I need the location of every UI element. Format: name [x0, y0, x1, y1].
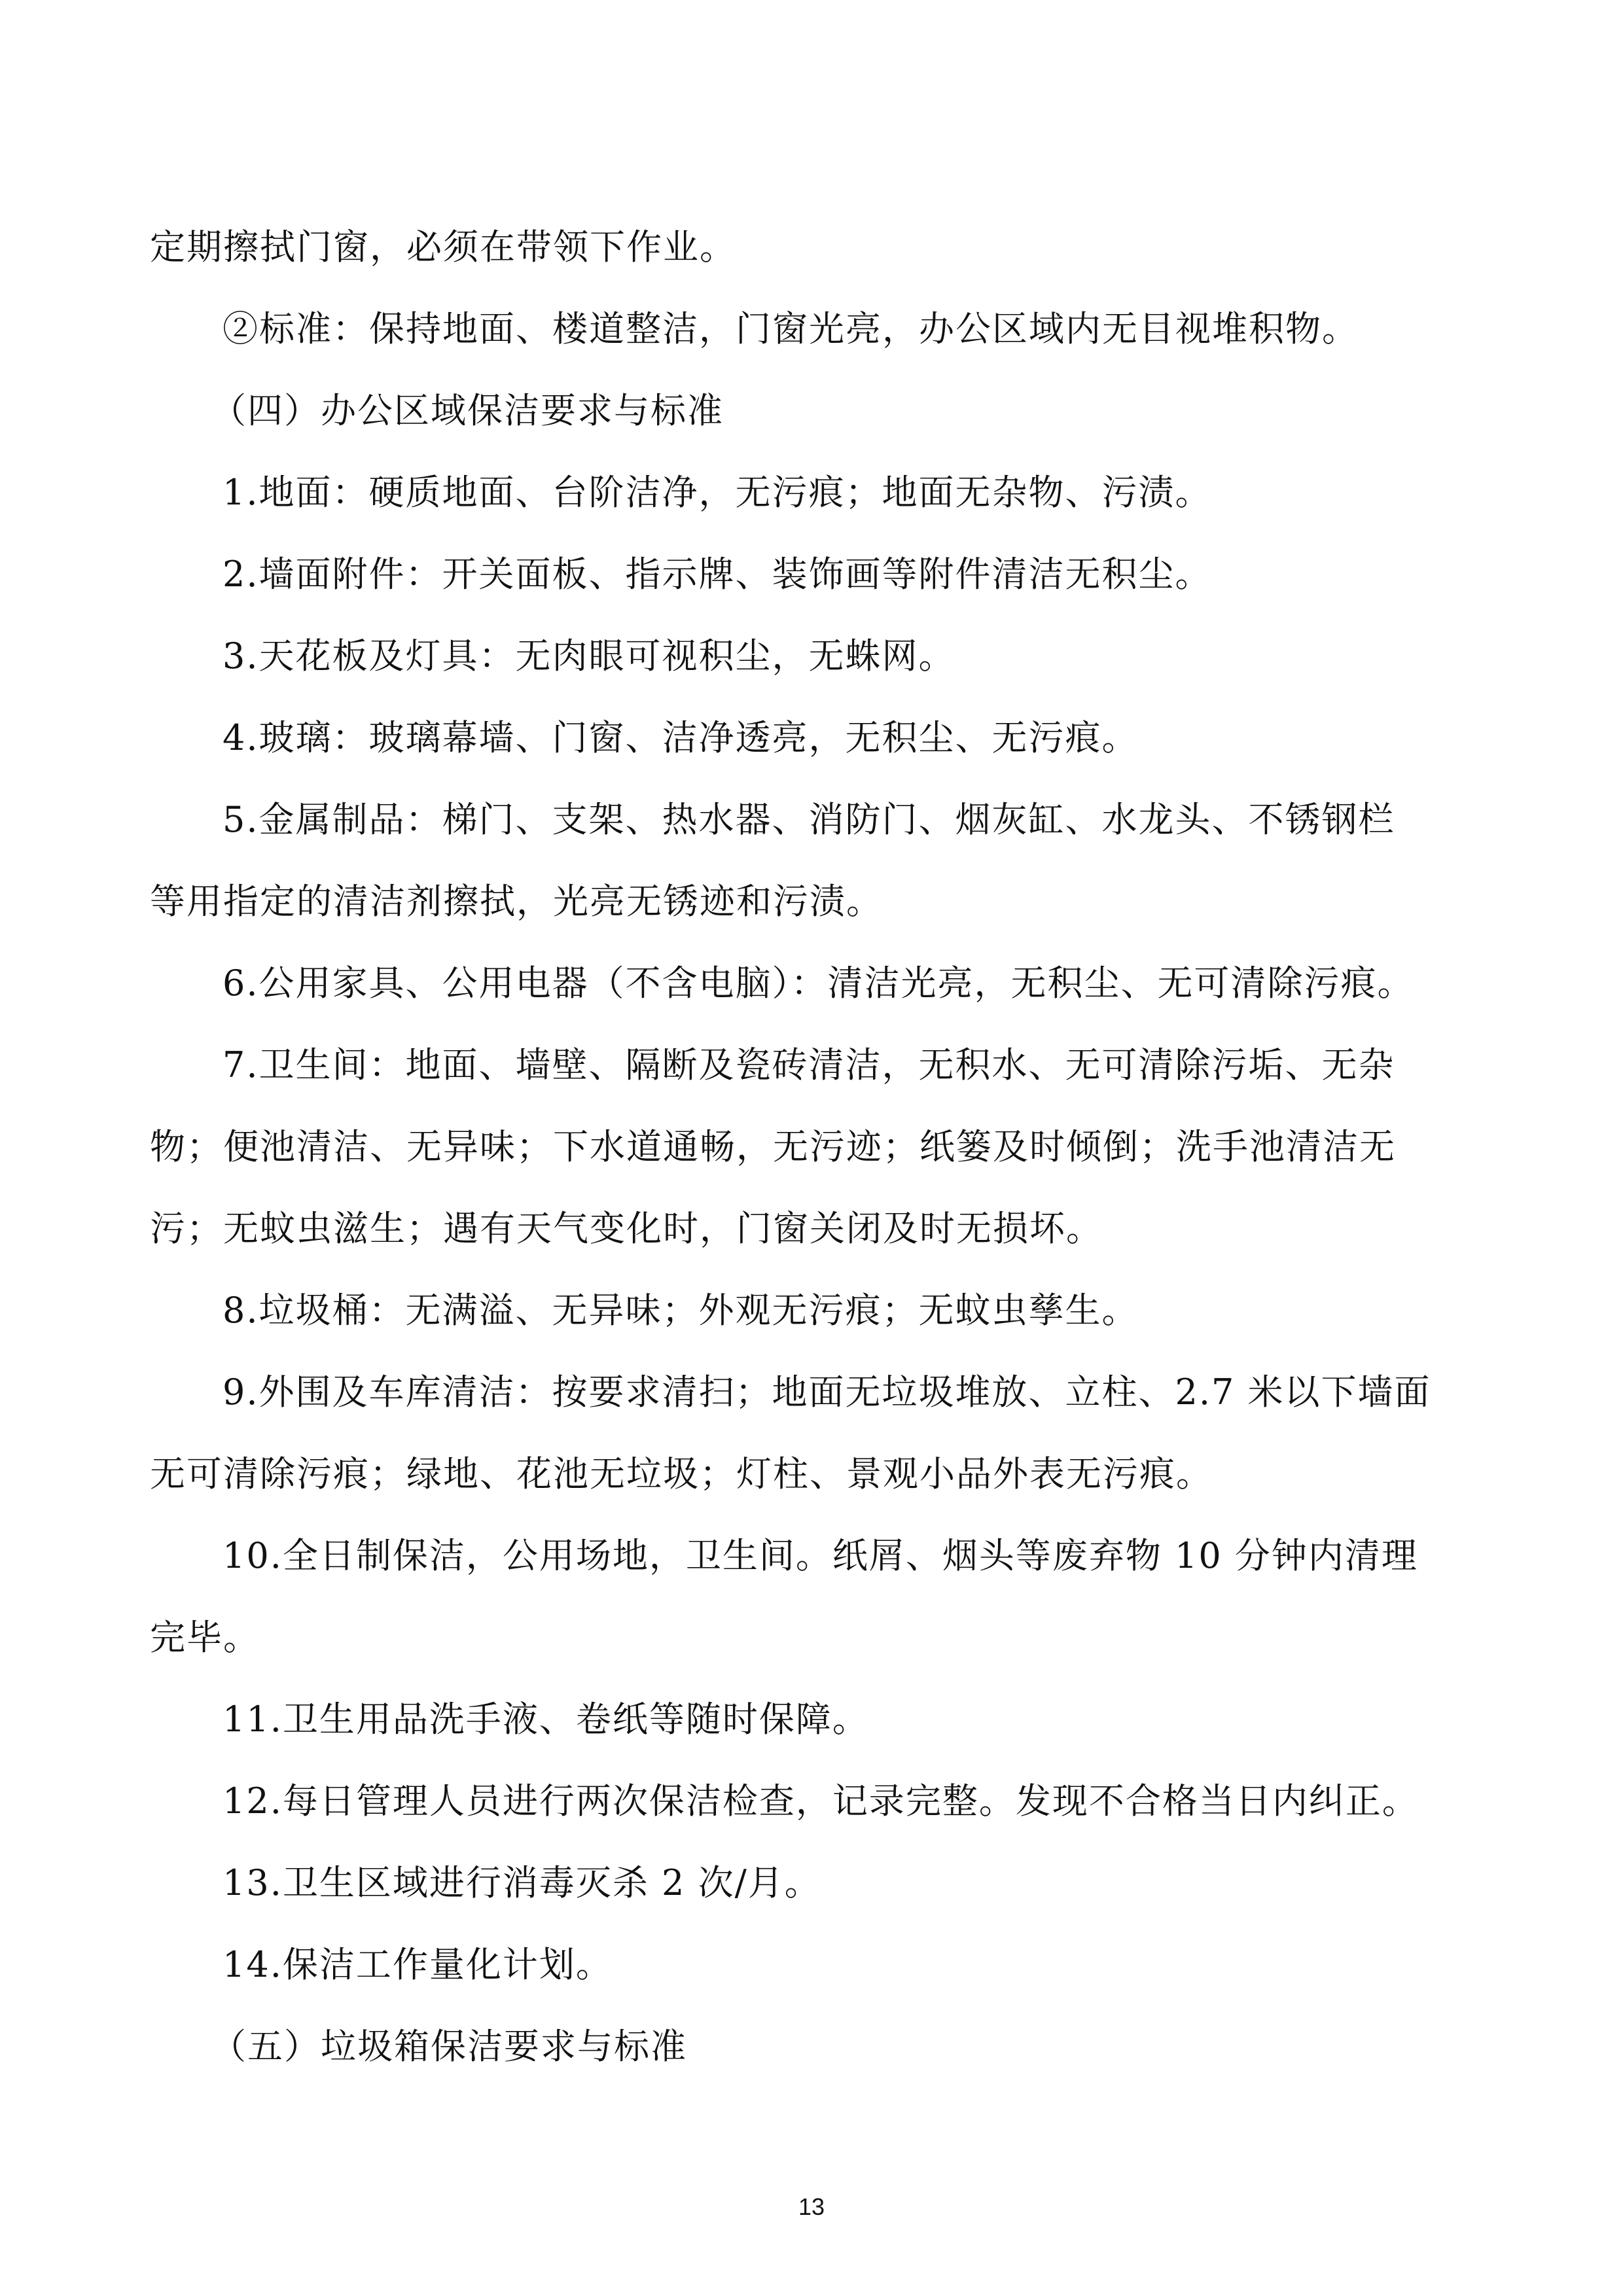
section-heading-5: （五）垃圾箱保洁要求与标准: [211, 2026, 687, 2067]
section-heading-4: （四）办公区域保洁要求与标准: [211, 390, 724, 431]
standard-paragraph: ②标准：保持地面、楼道整洁，门窗光亮，办公区域内无目视堆积物。: [223, 308, 1359, 349]
list-item-4: 4.玻璃：玻璃幕墙、门窗、洁净透亮，无积尘、无污痕。: [223, 717, 1139, 758]
list-item-7-continued-a: 物；便池清洁、无异味；下水道通畅，无污迹；纸篓及时倾倒；洗手池清洁无: [150, 1126, 1396, 1167]
list-item-9-continued: 无可清除污痕；绿地、花池无垃圾；灯柱、景观小品外表无污痕。: [150, 1453, 1213, 1494]
list-item-7: 7.卫生间：地面、墙壁、隔断及瓷砖清洁，无积水、无可清除污垢、无杂: [223, 1044, 1395, 1086]
list-item-5: 5.金属制品：梯门、支架、热水器、消防门、烟灰缸、水龙头、不锈钢栏: [223, 799, 1395, 840]
list-item-2: 2.墙面附件：开关面板、指示牌、装饰画等附件清洁无积尘。: [223, 554, 1212, 595]
list-item-5-continued: 等用指定的清洁剂擦拭，光亮无锈迹和污渍。: [150, 881, 883, 922]
list-item-13: 13.卫生区域进行消毒灭杀 2 次/月。: [223, 1862, 821, 1903]
list-item-1: 1.地面：硬质地面、台阶洁净，无污痕；地面无杂物、污渍。: [223, 472, 1212, 513]
page-number: 13: [798, 2193, 825, 2220]
list-item-9: 9.外围及车库清洁：按要求清扫；地面无垃圾堆放、立柱、2.7 米以下墙面: [223, 1371, 1431, 1413]
list-item-7-continued-b: 污；无蚊虫滋生；遇有天气变化时，门窗关闭及时无损坏。: [150, 1208, 1103, 1249]
list-item-10-continued: 完毕。: [150, 1617, 260, 1658]
list-item-12: 12.每日管理人员进行两次保洁检查，记录完整。发现不合格当日内纠正。: [223, 1780, 1419, 1822]
list-item-3: 3.天花板及灯具：无肉眼可视积尘，无蛛网。: [223, 635, 955, 677]
list-item-10: 10.全日制保洁，公用场地，卫生间。纸屑、烟头等废弃物 10 分钟内清理: [223, 1535, 1418, 1576]
text-line-continuation: 定期擦拭门窗，必须在带领下作业。: [150, 226, 736, 268]
list-item-6: 6.公用家具、公用电器（不含电脑）：清洁光亮，无积尘、无可清除污痕。: [223, 963, 1414, 1004]
list-item-8: 8.垃圾桶：无满溢、无异味；外观无污痕；无蚊虫孳生。: [223, 1290, 1139, 1331]
list-item-11: 11.卫生用品洗手液、卷纸等随时保障。: [223, 1699, 869, 1740]
list-item-14: 14.保洁工作量化计划。: [223, 1944, 613, 1985]
